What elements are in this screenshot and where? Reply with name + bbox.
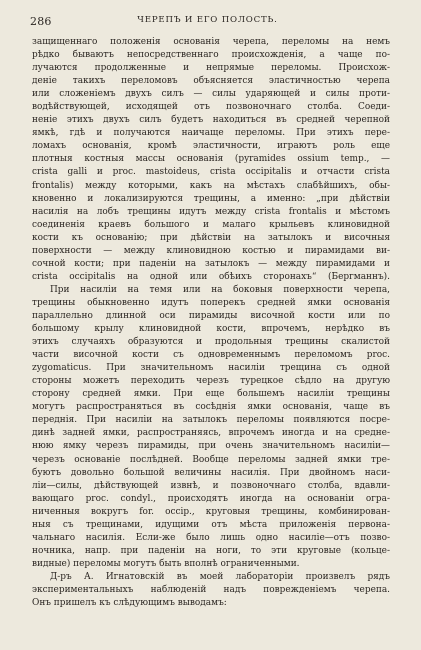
page-header: [30, 15, 385, 31]
text-line: рѣдко бываютъ непосредственнаго происхожденія, а чаще по-: [32, 50, 390, 61]
text-line: ночника, напр. при паденіи на ноги, то эти круговые (кольце-: [32, 545, 390, 556]
text-line: или сложеніемъ двухъ силъ — силы ударяющей и силы проти-: [32, 89, 390, 100]
text-line: плотныя костныя массы основанія (pyramides ossium temp., —: [32, 154, 390, 165]
text-line: кновенно и локализируются трещины, а именно: „при дѣйствіи: [32, 193, 390, 204]
text-line: лучаются продолженные и непрямые переломы. Происхож-: [32, 63, 390, 74]
text-line: параллельно длинной оси пирамиды височной кости или по: [32, 310, 390, 321]
text-line: Онъ пришелъ къ слѣдующимъ выводамъ:: [32, 598, 227, 609]
text-line: защищеннаго положенія основанія черепа, переломы на немъ: [32, 37, 390, 47]
text-line: ниченныя вокругъ for. occip., круговыя трещины, комбинирован-: [32, 506, 390, 517]
text-line: динѣ задней ямки, распространяясь, впрочемъ иногда и на средне-: [32, 428, 390, 439]
text-line: неніе этихъ двухъ силъ будетъ находиться въ средней черепной: [32, 115, 390, 126]
text-line: этихъ случаяхъ образуются и продольныя трещины скалистой: [32, 337, 390, 348]
text-line: При насиліи на темя или на боковыя поверхности черепа,: [50, 284, 390, 295]
text-line: crista occipitalis на одной или обѣихъ сторонахъ“ (Бергманнъ).: [32, 271, 390, 282]
page-number: 286: [30, 15, 52, 28]
text-line: вающаго proc. condyl., происходятъ иногда на основаніи огра-: [32, 493, 390, 504]
text-line: ломахъ основанія, кромѣ эластичности, играютъ роль еще: [32, 141, 390, 152]
text-line: насилія на лобъ трещины идутъ между crista frontalis и мѣстомъ: [32, 206, 390, 217]
text-line: трещины обыкновенно идутъ поперекъ средней ямки основанія: [32, 297, 390, 308]
text-line: части височной кости съ одновременнымъ переломомъ proc.: [32, 350, 390, 361]
body-text: [32, 36, 390, 610]
text-line: сочной кости; при паденіи на затылокъ — между пирамидами и: [32, 258, 390, 269]
text-line: деніе такихъ переломовъ объясняется эластичностью черепа: [32, 76, 390, 87]
text-line: водѣйствующей, исходящей отъ позвоночнаго столба. Соеди-: [32, 102, 390, 113]
text-line: стороны можетъ переходить черезъ турецкое сѣдло на другую: [32, 376, 390, 387]
text-line: кости къ основанію; при дѣйствіи на затылокъ и височныя: [32, 232, 390, 243]
text-line: сторону средней ямки. При еще большемъ насиліи трещины: [32, 389, 390, 400]
text-line: экспериментальныхъ наблюденій надъ поврежденіемъ черепа.: [32, 584, 390, 595]
text-line: frontalis) между которыми, какъ на мѣстахъ слабѣйшихъ, обы-: [32, 180, 390, 191]
text-line: crista galli и proc. mastoideus, crista occipitalis и отчасти crista: [32, 167, 390, 178]
text-line: соединенія краевъ большого и малаго крыльевъ клиновидной: [32, 219, 390, 230]
text-line: большому крылу клиновидной кости, впрочемъ, нерѣдко въ: [32, 324, 390, 335]
text-line: ныя съ трещинами, идущими отъ мѣста приложенія первона-: [32, 519, 390, 530]
text-line: черезъ основаніе послѣдней. Вообще переломы задней ямки тре-: [32, 454, 390, 465]
text-line: видные) переломы могутъ быть вполнѣ ограниченными.: [32, 558, 300, 569]
running-title: ЧЕРЕПЪ И ЕГО ПОЛОСТЬ.: [137, 15, 278, 25]
text-line: могутъ распространяться въ сосѣднія ямки основанія, чаще въ: [32, 402, 390, 413]
text-line: ямкѣ, гдѣ и получаются наичаще переломы. При этихъ пере-: [32, 128, 390, 139]
text-line: ліи—силы, дѣйствующей извнѣ, и позвоночнаго столба, вдавли-: [32, 480, 390, 491]
text-line: нюю ямку черезъ пирамиды, при очень значительномъ насиліи—: [32, 441, 390, 452]
text-line: Д-ръ А. Игнатовскій въ моей лабораторіи произвелъ рядъ: [50, 571, 390, 582]
text-line: буютъ довольно большой величины насилія. При двойномъ наси-: [32, 467, 390, 478]
text-line: чальнаго насилія. Если-же было лишь одно насиліе—отъ позво-: [32, 532, 390, 543]
text-line: zygomaticus. При значительномъ насиліи трещина съ одной: [32, 363, 390, 374]
text-line: переднія. При насиліи на затылокъ переломы появляются посре-: [32, 415, 390, 426]
text-line: поверхности — между клиновидною костью и пирамидами ви-: [32, 245, 390, 256]
